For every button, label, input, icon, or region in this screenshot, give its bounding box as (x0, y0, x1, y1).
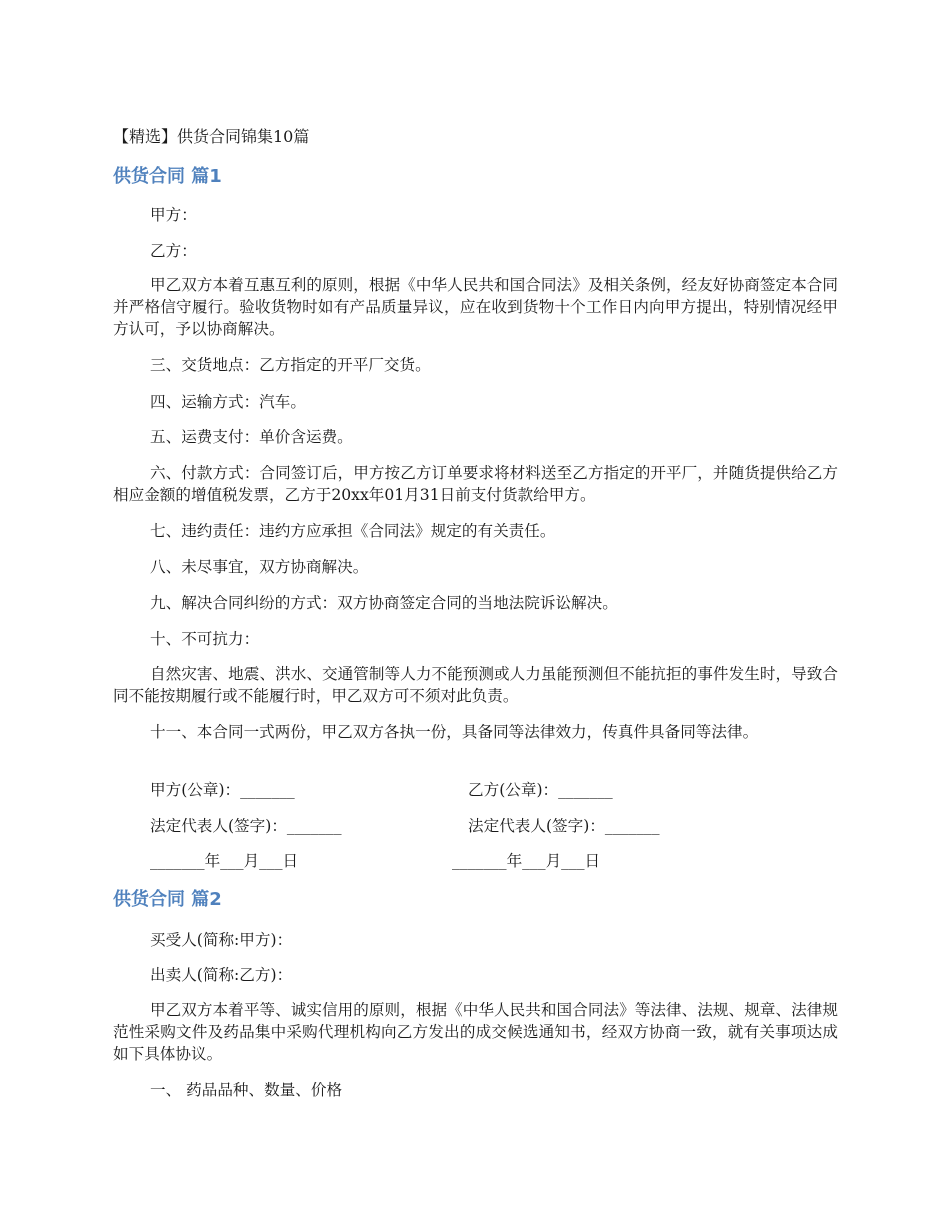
party-a-representative: 法定代表人(签字)：_______ (150, 817, 342, 835)
seller-line: 出卖人(简称:乙方)： (150, 966, 293, 984)
party-a-line: 甲方： (150, 206, 197, 224)
clause-unsettled: 八、未尽事宜，双方协商解决。 (150, 558, 369, 576)
buyer-line: 买受人(简称:甲方)： (150, 931, 293, 949)
clause-force-majeure: 十、不可抗力： (150, 630, 260, 648)
section-2-preamble: 甲乙双方本着平等、诚实信用的原则，根据《中华人民共和国合同法》等法律、法规、规章、法律规范性采购文件及药品集中采购代理机构向乙方发出的成交候选通知书，经双方协商一致，就有关事项达成如下具体协议。 (113, 1001, 838, 1063)
section-2-heading: 供货合同 篇2 (113, 889, 222, 910)
party-b-representative: 法定代表人(签字)：_______ (468, 817, 660, 835)
party-b-date: _______年___月___日 (452, 852, 601, 870)
clause-payment: 六、付款方式：合同签订后，甲方按乙方订单要求将材料送至乙方指定的开平厂，并随货提供给乙方相应金额的增值税发票，乙方于20xx年01月31日前支付货款给甲方。 (113, 464, 838, 504)
party-b-line: 乙方： (150, 242, 197, 260)
clause-freight: 五、运费支付：单价含运费。 (150, 428, 353, 446)
force-majeure-detail: 自然灾害、地震、洪水、交通管制等人力不能预测或人力虽能预测但不能抗拒的事件发生时，导致合同不能按期履行或不能履行时，甲乙双方可不须对此负责。 (113, 665, 838, 705)
party-a-date: _______年___月___日 (150, 852, 299, 870)
section-1-heading: 供货合同 篇1 (113, 166, 222, 187)
clause-delivery-place: 三、交货地点：乙方指定的开平厂交货。 (150, 356, 431, 374)
clause-liability: 七、违约责任：违约方应承担《合同法》规定的有关责任。 (150, 522, 556, 540)
document-title: 【精选】供货合同锦集10篇 (113, 127, 310, 146)
party-b-seal: 乙方(公章)：_______ (468, 781, 613, 799)
party-a-seal: 甲方(公章)：_______ (150, 781, 295, 799)
clause-drug-items: 一、 药品品种、数量、价格 (150, 1081, 343, 1099)
preamble-paragraph: 甲乙双方本着互惠互利的原则，根据《中华人民共和国合同法》及相关条例，经友好协商签定本合同并严格信守履行。验收货物时如有产品质量异议，应在收到货物十个工作日内向甲方提出，特别情况经甲方认可，予以协商解决。 (113, 276, 838, 338)
clause-dispute: 九、解决合同纠纷的方式：双方协商签定合同的当地法院诉讼解决。 (150, 594, 618, 612)
clause-transport: 四、运输方式：汽车。 (150, 393, 306, 411)
clause-copies: 十一、本合同一式两份，甲乙双方各执一份，具备同等法律效力，传真件具备同等法律。 (150, 723, 759, 741)
